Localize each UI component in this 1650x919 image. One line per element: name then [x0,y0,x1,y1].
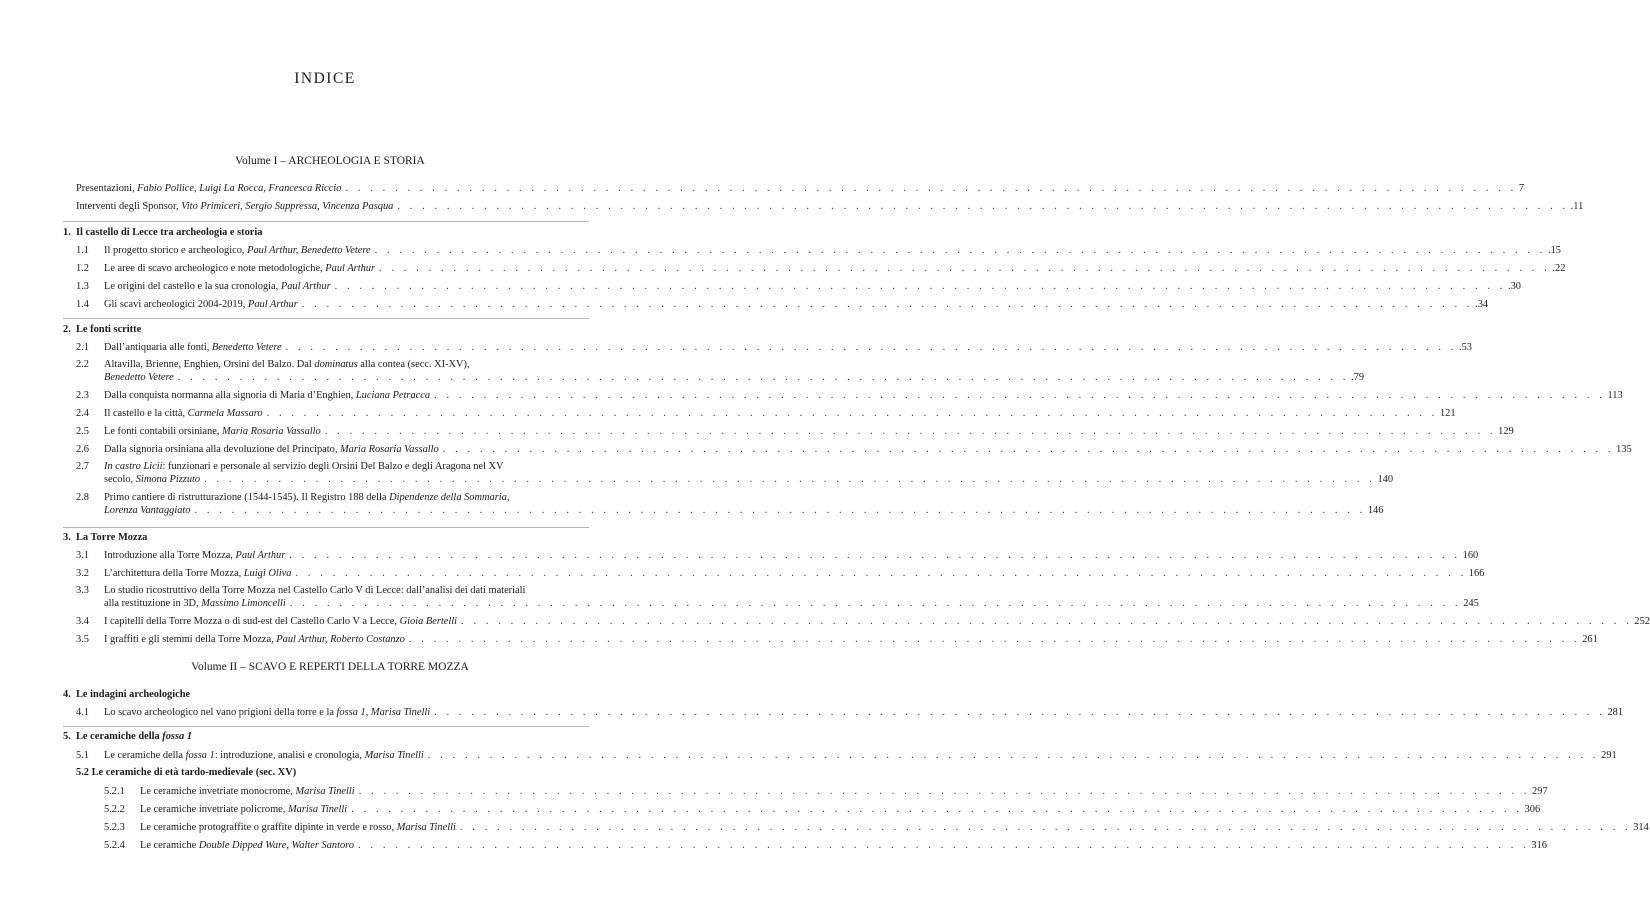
section-heading-3: 3. La Torre Mozza [63,532,148,543]
section-heading-5: 5. Le ceramiche della fossa 1 [63,731,193,742]
page-number: 7 [1518,183,1525,194]
toc-entry-2-7[interactable]: 2.7 In castro Licii: funzionari e personale al servizio degli Orsini Del Balzo e degli Aragona nel XV secolo, Simona Pizzuto . . . . . . . . . . . . . . . . . . . . . . . . . . . . . . . . . . . . . . . . . . . . . . . . . . . . . . . . . . . . . . . . . . . . . . . . . . . . . . . . . . . . . . . . . . . . . . . 140 [76,461,1394,485]
toc-entry-3-3[interactable]: 3.3 Lo studio ricostruttivo della Torre Mozza nel Castello Carlo V di Lecce: dall’analisi dei dati materiali alla restituzione in 3D, Massimo Limoncelli . . . . . . . . . . . . . . . . . . . . . . . . . . . . . . . . . . . . . . . . . . . . . . . . . . . . . . . . . . . . . . . . . . . . . . . . . . . . . . . . . . . . . . . . . . . . . . . 245 [76,585,1479,609]
section-heading-4: 4. Le indagini archeologiche [63,689,191,700]
toc-entry-2-5[interactable]: 2.5 Le fonti contabili orsiniane, Maria Rosaria Vassallo . . . . . . . . . . . . . . . . . . . . . . . . . . . . . . . . . . . . . . . . . . . . . . . . . . . . . . . . . . . . . . . . . . . . . . . . . . . . . . . . . . . . . . . . . . . . . . . 129 [76,426,1514,437]
toc-entry-3-5[interactable]: 3.5 I graffiti e gli stemmi della Torre Mozza, Paul Arthur, Roberto Costanzo . . . . . . . . . . . . . . . . . . . . . . . . . . . . . . . . . . . . . . . . . . . . . . . . . . . . . . . . . . . . . . . . . . . . . . . . . . . . . . . . . . . . . . . . . . . . . . . 261 [76,634,1598,645]
toc-entry-presentazioni[interactable]: Presentazioni, Fabio Pollice, Luigi La Rocca, Francesca Riccio . . . . . . . . . . . . . . . . . . . . . . . . . . . . . . . . . . . . . . . . . . . . . . . . . . . . . . . . . . . . . . . . . . . . . . . . . . . . . . . . . . . . . . . . . . . . . . . 7 [76,183,1525,194]
toc-entry-5-2-2[interactable]: 5.2.2 Le ceramiche invetriate policrome, Marisa Tinelli . . . . . . . . . . . . . . . . . . . . . . . . . . . . . . . . . . . . . . . . . . . . . . . . . . . . . . . . . . . . . . . . . . . . . . . . . . . . . . . . . . . . . . . . . . . . . . . 306 [104,804,1541,815]
toc-entry-1-1[interactable]: 1.1 Il progetto storico e archeologico, Paul Arthur, Benedetto Vetere . . . . . . . . . . . . . . . . . . . . . . . . . . . . . . . . . . . . . . . . . . . . . . . . . . . . . . . . . . . . . . . . . . . . . . . . . . . . . . . . . . . . . . . . . . . . . . . .15 [76,245,1561,256]
toc-entry-4-1[interactable]: 4.1 Lo scavo archeologico nel vano prigioni della torre e la fossa 1, Marisa Tinelli . . . . . . . . . . . . . . . . . . . . . . . . . . . . . . . . . . . . . . . . . . . . . . . . . . . . . . . . . . . . . . . . . . . . . . . . . . . . . . . . . . . . . . . . . . . . . . . 281 [76,707,1624,718]
section-divider [63,318,589,319]
toc-entry-5-1[interactable]: 5.1 Le ceramiche della fossa 1: introduzione, analisi e cronologia, Marisa Tinelli . . . . . . . . . . . . . . . . . . . . . . . . . . . . . . . . . . . . . . . . . . . . . . . . . . . . . . . . . . . . . . . . . . . . . . . . . . . . . . . . . . . . . . . . . . . . . . . 291 [76,750,1617,761]
volume-2-heading: Volume II – SCAVO E REPERTI DELLA TORRE MOZZA [191,661,469,673]
volume-1-heading: Volume I – ARCHEOLOGIA E STORIA [235,155,425,167]
toc-entry-2-4[interactable]: 2.4 Il castello e la città, Carmela Massaro . . . . . . . . . . . . . . . . . . . . . . . . . . . . . . . . . . . . . . . . . . . . . . . . . . . . . . . . . . . . . . . . . . . . . . . . . . . . . . . . . . . . . . . . . . . . . . . 121 [76,408,1456,419]
toc-entry-2-8[interactable]: 2.8 Primo cantiere di ristrutturazione (1544-1545). Il Registro 188 della Dipendenze della Sommaria, Lorenza Vantaggiato . . . . . . . . . . . . . . . . . . . . . . . . . . . . . . . . . . . . . . . . . . . . . . . . . . . . . . . . . . . . . . . . . . . . . . . . . . . . . . . . . . . . . . . . . . . . . . . 146 [76,492,1384,516]
toc-entry-sponsor[interactable]: Interventi degli Sponsor, Vito Primiceri, Sergio Suppressa, Vincenza Pasqua . . . . . . . . . . . . . . . . . . . . . . . . . . . . . . . . . . . . . . . . . . . . . . . . . . . . . . . . . . . . . . . . . . . . . . . . . . . . . . . . . . . . . . . . . . . . . . . .11 [76,201,1584,212]
section-heading-2: 2. Le fonti scritte [63,324,142,335]
page-title: INDICE [294,70,356,87]
toc-entry-2-3[interactable]: 2.3 Dalla conquista normanna alla signoria di Maria d’Enghien, Luciana Petracca . . . . . . . . . . . . . . . . . . . . . . . . . . . . . . . . . . . . . . . . . . . . . . . . . . . . . . . . . . . . . . . . . . . . . . . . . . . . . . . . . . . . . . . . . . . . . . . 113 [76,390,1623,401]
subsection-heading-5-2: 5.2 Le ceramiche di età tardo-medievale (sec. XV) [76,767,297,778]
toc-entry-5-2-1[interactable]: 5.2.1 Le ceramiche invetriate monocrome, Marisa Tinelli . . . . . . . . . . . . . . . . . . . . . . . . . . . . . . . . . . . . . . . . . . . . . . . . . . . . . . . . . . . . . . . . . . . . . . . . . . . . . . . . . . . . . . . . . . . . . . . 297 [104,786,1548,797]
toc-entry-2-2[interactable]: 2.2 Altavilla, Brienne, Enghien, Orsini del Balzo. Dal dominatus alla contea (secc. XI-XV), Benedetto Vetere . . . . . . . . . . . . . . . . . . . . . . . . . . . . . . . . . . . . . . . . . . . . . . . . . . . . . . . . . . . . . . . . . . . . . . . . . . . . . . . . . . . . . . . . . . . . . . . .79 [76,359,1365,383]
toc-entry-5-2-4[interactable]: 5.2.4 Le ceramiche Double Dipped Ware, Walter Santoro . . . . . . . . . . . . . . . . . . . . . . . . . . . . . . . . . . . . . . . . . . . . . . . . . . . . . . . . . . . . . . . . . . . . . . . . . . . . . . . . . . . . . . . . . . . . . . . 316 [104,840,1547,851]
toc-entry-5-2-3[interactable]: 5.2.3 Le ceramiche protograffite o graffite dipinte in verde e rosso, Marisa Tinelli . . . . . . . . . . . . . . . . . . . . . . . . . . . . . . . . . . . . . . . . . . . . . . . . . . . . . . . . . . . . . . . . . . . . . . . . . . . . . . . . . . . . . . . . . . . . . . . 314 [104,822,1649,833]
page-number: .11 [1570,201,1584,212]
section-divider [63,221,589,222]
section-heading-1: 1. Il castello di Lecce tra archeologia e storia [63,227,263,238]
toc-entry-3-1[interactable]: 3.1 Introduzione alla Torre Mozza, Paul Arthur . . . . . . . . . . . . . . . . . . . . . . . . . . . . . . . . . . . . . . . . . . . . . . . . . . . . . . . . . . . . . . . . . . . . . . . . . . . . . . . . . . . . . . . . . . . . . . . 160 [76,550,1479,561]
toc-entry-3-2[interactable]: 3.2 L’architettura della Torre Mozza, Luigi Oliva . . . . . . . . . . . . . . . . . . . . . . . . . . . . . . . . . . . . . . . . . . . . . . . . . . . . . . . . . . . . . . . . . . . . . . . . . . . . . . . . . . . . . . . . . . . . . . . 166 [76,568,1485,579]
section-divider [63,726,589,727]
toc-entry-1-3[interactable]: 1.3 Le origini del castello e la sua cronologia, Paul Arthur . . . . . . . . . . . . . . . . . . . . . . . . . . . . . . . . . . . . . . . . . . . . . . . . . . . . . . . . . . . . . . . . . . . . . . . . . . . . . . . . . . . . . . . . . . . . . . . .30 [76,281,1521,292]
toc-entry-1-2[interactable]: 1.2 Le aree di scavo archeologico e note metodologiche, Paul Arthur . . . . . . . . . . . . . . . . . . . . . . . . . . . . . . . . . . . . . . . . . . . . . . . . . . . . . . . . . . . . . . . . . . . . . . . . . . . . . . . . . . . . . . . . . . . . . . . .22 [76,263,1566,274]
toc-entry-2-6[interactable]: 2.6 Dalla signoria orsiniana alla devoluzione del Principato, Maria Rosaria Vassallo . . . . . . . . . . . . . . . . . . . . . . . . . . . . . . . . . . . . . . . . . . . . . . . . . . . . . . . . . . . . . . . . . . . . . . . . . . . . . . . . . . . . . . . . . . . . . . . 135 [76,444,1632,455]
section-divider [63,527,589,528]
toc-entry-2-1[interactable]: 2.1 Dall’antiquaria alle fonti, Benedetto Vetere . . . . . . . . . . . . . . . . . . . . . . . . . . . . . . . . . . . . . . . . . . . . . . . . . . . . . . . . . . . . . . . . . . . . . . . . . . . . . . . . . . . . . . . . . . . . . . . .53 [76,342,1472,353]
toc-entry-1-4[interactable]: 1.4 Gli scavi archeologici 2004-2019, Paul Arthur . . . . . . . . . . . . . . . . . . . . . . . . . . . . . . . . . . . . . . . . . . . . . . . . . . . . . . . . . . . . . . . . . . . . . . . . . . . . . . . . . . . . . . . . . . . . . . . .34 [76,299,1489,310]
toc-entry-3-4[interactable]: 3.4 I capitelli della Torre Mozza o di sud-est del Castello Carlo V a Lecce, Gioia Bertelli . . . . . . . . . . . . . . . . . . . . . . . . . . . . . . . . . . . . . . . . . . . . . . . . . . . . . . . . . . . . . . . . . . . . . . . . . . . . . . . . . . . . . . . . . . . . . . . 252 [76,616,1650,627]
